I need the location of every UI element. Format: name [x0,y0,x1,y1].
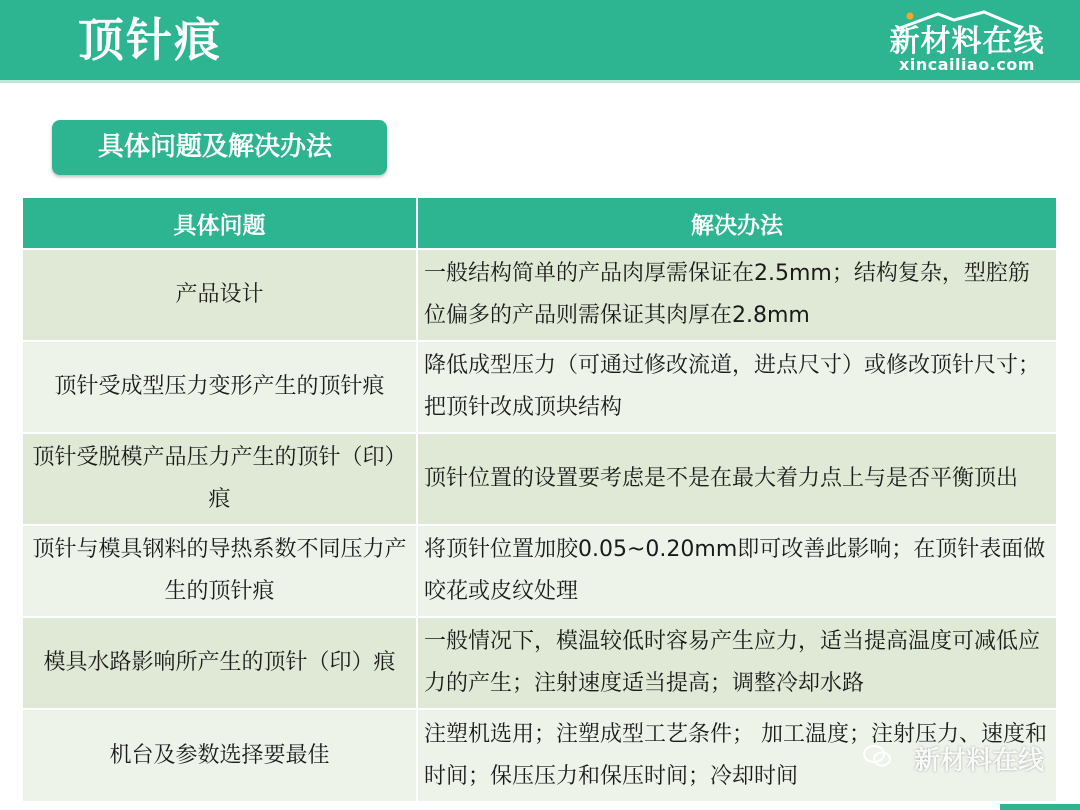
footer-accent [1000,804,1080,810]
logo-main-text: 新材料在线 [889,24,1045,59]
solution-cell: 将顶针位置加胶0.05~0.20mm即可改善此影响；在顶针表面做咬花或皮纹处理 [417,525,1057,617]
table-row [23,525,1057,617]
problem-cell: 顶针受脱模产品压力产生的顶针（印）痕 [23,433,417,525]
logo-sub-text: xincailiao.com [899,55,1035,74]
wechat-icon [862,744,892,768]
table-row [23,341,1057,433]
problem-solution-table [23,198,1058,801]
problem-cell: 产品设计 [23,249,417,341]
solution-cell: 一般结构简单的产品肉厚需保证在2.5mm；结构复杂，型腔筋位偏多的产品则需保证其肉厚在2.8mm [417,249,1057,341]
watermark-text: 新材料在线 [913,746,1044,776]
column-header-problem: 具体问题 [23,198,417,249]
page-title: 顶针痕 [78,13,222,67]
solution-cell: 降低成型压力（可通过修改流道，进点尺寸）或修改顶针尺寸；把顶针改成顶块结构 [417,341,1057,433]
solution-cell: 一般情况下，模温较低时容易产生应力，适当提高温度可减低应力的产生；注射速度适当提高；调整冷却水路 [417,617,1057,709]
table-header-row [23,198,1057,249]
problem-cell: 模具水路影响所产生的顶针（印）痕 [23,617,417,709]
problem-cell: 顶针受成型压力变形产生的顶针痕 [23,341,417,433]
solution-cell: 顶针位置的设置要考虑是不是在最大着力点上与是否平衡顶出 [417,433,1057,525]
header-divider [0,80,1080,83]
column-header-solution: 解决办法 [417,198,1057,249]
brand-logo [882,10,1052,74]
problem-cell: 机台及参数选择要最佳 [23,709,417,801]
table-row [23,249,1057,341]
table-row [23,617,1057,709]
table-row [23,709,1057,801]
section-label: 具体问题及解决办法 [52,120,387,175]
table-row [23,433,1057,525]
solution-cell: 注塑机选用；注塑成型工艺条件； 加工温度；注射压力、速度和时间；保压压力和保压时间；冷却时间 [417,709,1057,801]
problem-cell: 顶针与模具钢料的导热系数不同压力产生的顶针痕 [23,525,417,617]
